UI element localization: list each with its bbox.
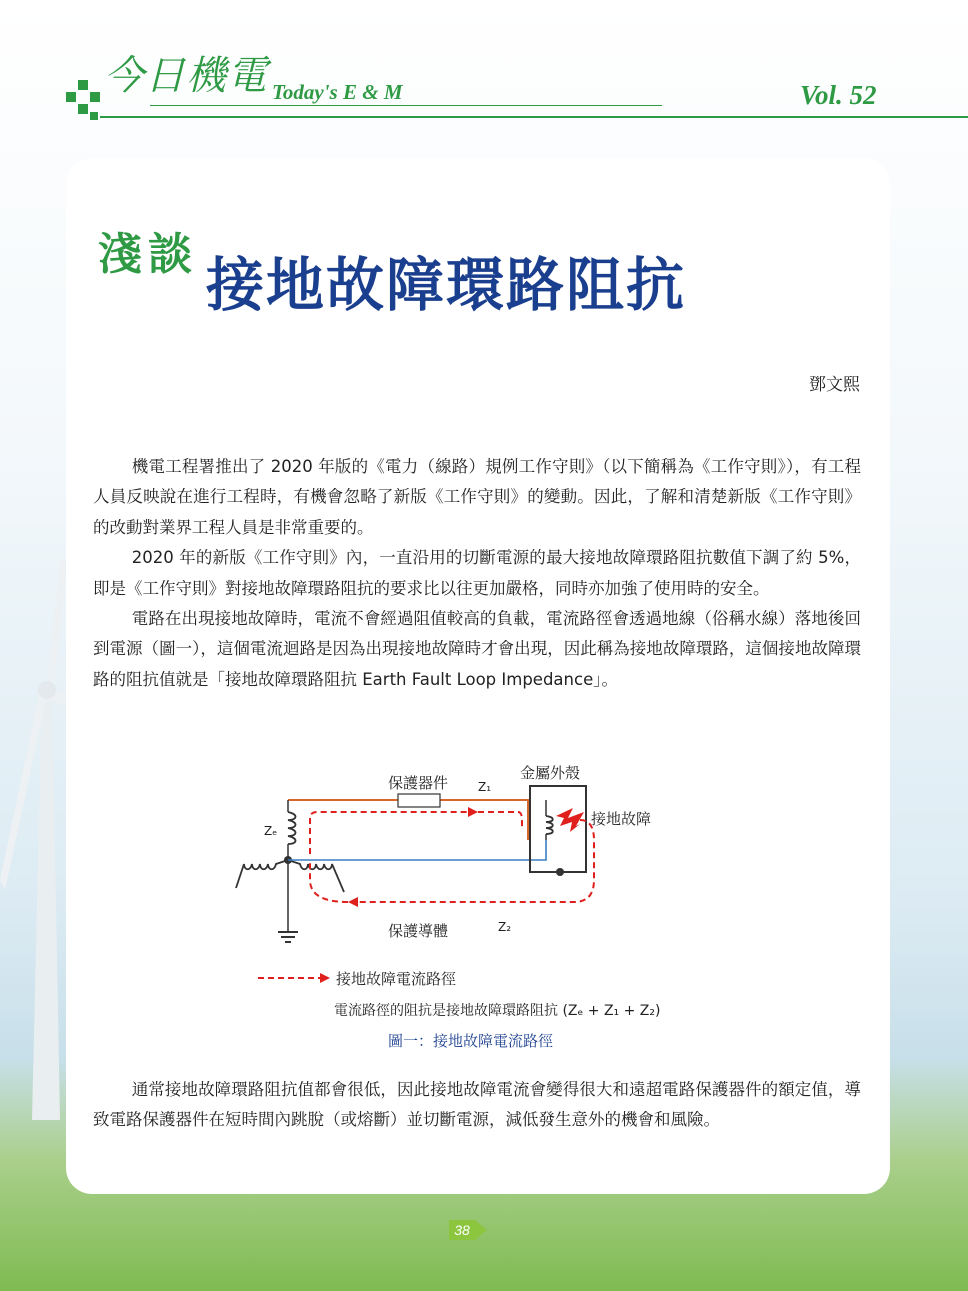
neutral-conductor [288, 840, 546, 860]
article-closing [93, 1075, 861, 1136]
source-winding [288, 812, 296, 844]
metal-casing [530, 786, 586, 872]
casing-earth-point [556, 868, 564, 876]
page-number-arrow [475, 1220, 487, 1240]
magazine-logo-english: Today's E & M [272, 80, 403, 104]
z1-label: Z₁ [478, 780, 492, 794]
left-winding [236, 860, 288, 888]
volume-number: Vol. 52 [800, 80, 877, 110]
figure-caption: 圖一：接地故障電流路徑 [388, 1032, 554, 1050]
load-coil [546, 816, 553, 834]
header-rule [100, 116, 968, 118]
metal-casing-label: 金屬外殼 [520, 764, 581, 782]
magazine-logo: 今日機電 [104, 53, 268, 99]
paragraph: 電路在出現接地故障時，電流不會經過阻值較高的負載，電流路徑會透過地線（俗稱水線）落地後回到電源（圖一），這個電流迴路是因為出現接地故障時才會出現，因此稱為接地故障環路，這個接地故障環路的阻抗值就是「接地故障環路阻抗 Earth Fault Loop Impedance」。 [93, 609, 861, 689]
paragraph: 2020 年的新版《工作守則》內，一直沿用的切斷電源的最大接地故障環路阻抗數值下調了約 5%，即是《工作守則》對接地故障環路阻抗的要求比以往更加嚴格，同時亦加強了使用時的安全。 [93, 548, 861, 598]
article-title: 接地故障環路阻抗 [206, 251, 687, 319]
protective-device-symbol [398, 794, 440, 807]
page-number: 38 [449, 1220, 475, 1240]
logo-square [78, 104, 88, 114]
paragraph: 機電工程署推出了 2020 年版的《電力（線路）規例工作守則》（以下簡稱為《工作守則》），有工程人員反映說在進行工程時，有機會忽略了新版《工作守則》的變動。因此，了解和清楚新版《工作守則》的改動對業界工程人員是非常重要的。 [93, 457, 861, 537]
legend-arrow [320, 973, 330, 983]
author-name: 鄧文熙 [809, 375, 860, 395]
fault-path-arrow [468, 807, 478, 817]
logo-square [66, 92, 76, 102]
earth-fault-label: 接地故障 [591, 810, 652, 828]
protective-conductor-label: 保護導體 [388, 922, 449, 940]
title-prefix: 淺談 [98, 229, 198, 280]
impedance-formula: 電流路徑的阻抗是接地故障環路阻抗 (Zₑ + Z₁ + Z₂) [334, 1003, 661, 1019]
page-header [0, 0, 968, 140]
paragraph: 通常接地故障環路阻抗值都會很低，因此接地故障電流會變得很大和遠超電路保護器件的額定值，導致電路保護器件在短時間內跳脫（或熔斷）並切斷電源，減低發生意外的機會和風險。 [93, 1080, 861, 1130]
header-divider [150, 105, 662, 106]
logo-square [78, 80, 88, 90]
fault-path-top [310, 812, 468, 854]
logo-square [90, 92, 100, 102]
figure-earth-fault-loop [228, 760, 728, 1060]
z2-label: Z₂ [498, 920, 512, 934]
legend-label: 接地故障電流路徑 [336, 970, 457, 988]
ze-label: Zₑ [264, 824, 278, 838]
logo-square [90, 112, 98, 120]
protective-device-label: 保護器件 [388, 774, 449, 792]
right-winding [288, 860, 344, 892]
article-body [93, 452, 861, 695]
fault-path-return [348, 820, 594, 902]
fault-icon [556, 808, 584, 832]
